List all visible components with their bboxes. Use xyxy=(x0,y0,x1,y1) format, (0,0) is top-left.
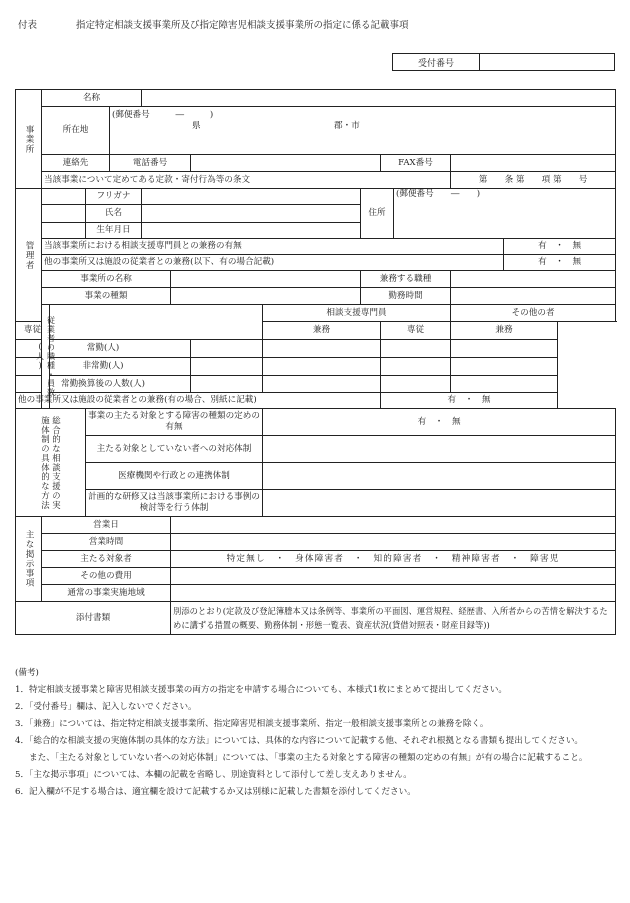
manager-specialist-yesno[interactable]: 有 ・ 無 xyxy=(504,239,616,255)
staff-cell[interactable] xyxy=(381,376,451,393)
manager-office-type-field[interactable] xyxy=(171,288,361,305)
notes-section xyxy=(15,666,620,799)
staff-cell[interactable] xyxy=(263,358,381,376)
staff-row-label: 非常勤(人) xyxy=(16,358,191,376)
method-nontarget-label: 主たる対象としていない者への対応体制 xyxy=(86,436,263,463)
staff-cell[interactable] xyxy=(263,376,381,393)
manager-birthdate-field[interactable] xyxy=(142,223,361,239)
manager-furigana-field[interactable] xyxy=(142,189,361,205)
postings-fees-label: その他の費用 xyxy=(42,568,171,585)
method-section-label: 総合的な相談支援の実施体制の具体的な方法 xyxy=(16,409,86,517)
bylaw-field[interactable]: 第 条 第 項 第 号 xyxy=(451,172,616,189)
staff-specialist-part-header: 兼務 xyxy=(263,322,381,340)
office-postal-line: (郵便番号 ― ) xyxy=(112,110,214,120)
postings-area-label: 通常の事業実施地域 xyxy=(42,585,171,602)
attachment-text: 別添のとおり(定款及び登記簿謄本又は条例等、事業所の平面図、運営規程、経歴書、入所者からの苦情を解決するために講ずる措置の概要、勤務体制・形態一覧表、資産状況(貸借対照表・財産目録等)) xyxy=(171,602,616,635)
receipt-number-field[interactable] xyxy=(480,54,615,71)
staff-section-label: 従業者の職種・員数(人) xyxy=(42,305,50,409)
staff-row-label: 常勤(人) xyxy=(16,340,191,358)
staff-cell[interactable] xyxy=(191,340,263,358)
staff-cell[interactable] xyxy=(381,358,451,376)
method-training-field[interactable] xyxy=(263,490,616,517)
method-target-type-label: 事業の主たる対象とする障害の種類の定めの有無 xyxy=(86,409,263,436)
staff-other-job-question: 他の事業所又は施設の従業者との兼務(有の場合、別紙に記載) xyxy=(16,393,381,409)
manager-hours-label: 勤務時間 xyxy=(361,288,451,305)
postings-hours-label: 営業時間 xyxy=(42,534,171,551)
note-item: 2．「受付番号」欄は、記入しないでください。 xyxy=(15,702,197,712)
office-address-label: 所在地 xyxy=(42,107,110,155)
method-medical-label: 医療機関や行政との連携体制 xyxy=(86,463,263,490)
manager-position-label: 兼務する職種 xyxy=(361,271,451,288)
staff-cell[interactable] xyxy=(263,340,381,358)
manager-section-label: 管理者 xyxy=(16,189,42,322)
manager-other-concurrent-question: 他の事業所又は施設の従業者との兼務(以下、有の場合記載) xyxy=(42,255,504,271)
staff-other-full-header: 専従 xyxy=(381,322,451,340)
staff-cell[interactable] xyxy=(451,376,558,393)
manager-name-label: 氏名 xyxy=(86,205,142,223)
form-header xyxy=(18,17,409,31)
staff-cell[interactable] xyxy=(191,358,263,376)
staff-other-header: その他の者 xyxy=(451,305,616,322)
staff-other-job-yesno[interactable]: 有 ・ 無 xyxy=(381,393,558,409)
office-fax-field[interactable] xyxy=(451,155,616,172)
note-item: 1．特定相談支援事業と障害児相談支援事業の両方の指定を申請する場合についても、本様式1枚にまとめて提出してください。 xyxy=(15,685,508,695)
office-contact-label: 連絡先 xyxy=(42,155,110,172)
form-label: 付表 xyxy=(18,20,38,31)
office-name-field[interactable] xyxy=(142,90,616,107)
manager-specialist-concurrent-question: 当該事業所における相談支援専門員との兼務の有無 xyxy=(42,239,504,255)
postings-days-field[interactable] xyxy=(171,517,616,534)
attachment-label: 添付書類 xyxy=(16,602,171,635)
receipt-number-box xyxy=(392,53,615,71)
postings-area-field[interactable] xyxy=(171,585,616,602)
postings-section-label: 主な掲示事項 xyxy=(16,517,42,602)
staff-specialist-header: 相談支援専門員 xyxy=(263,305,451,322)
bylaw-label: 当該事業について定めてある定款・寄付行為等の条文 xyxy=(42,172,451,189)
form-title: 指定特定相談支援事業所及び指定障害児相談支援事業所の指定に係る記載事項 xyxy=(76,20,409,31)
receipt-number-label: 受付番号 xyxy=(393,54,480,71)
office-fax-label: FAX番号 xyxy=(381,155,451,172)
manager-address-label: 住所 xyxy=(361,189,394,239)
office-tel-field[interactable] xyxy=(191,155,381,172)
postings-target-label: 主たる対象者 xyxy=(42,551,171,568)
manager-hours-field[interactable] xyxy=(451,288,616,305)
note-item-continuation: また、「主たる対象としていない者への対応体制」については、「事業の主たる対象とする障害の種類の定めの有無」が有の場合に記載すること。 xyxy=(29,753,588,763)
office-name-label: 名称 xyxy=(42,90,142,107)
postings-hours-field[interactable] xyxy=(171,534,616,551)
office-tel-label: 電話番号 xyxy=(110,155,191,172)
postings-target-options[interactable]: 特定無し ・ 身体障害者 ・ 知的障害者 ・ 精神障害者 ・ 障害児 xyxy=(171,551,616,568)
manager-furigana-label: フリガナ xyxy=(86,189,142,205)
postings-days-label: 営業日 xyxy=(42,517,171,534)
note-item: 5．「主な掲示事項」については、本欄の記載を省略し、別途資料として添付して差し支えありません。 xyxy=(15,770,412,780)
method-target-type-yesno[interactable]: 有 ・ 無 xyxy=(263,409,616,436)
staff-cell[interactable] xyxy=(451,358,558,376)
staff-other-part-header: 兼務 xyxy=(451,322,558,340)
manager-office-name-field[interactable] xyxy=(171,271,361,288)
note-item: 6．記入欄が不足する場合は、適宜欄を設けて記載するか又は別様に記載した書類を添付してください。 xyxy=(15,787,416,797)
office-city-label: 郡・市 xyxy=(334,121,360,131)
manager-office-type-label: 事業の種類 xyxy=(42,288,171,305)
manager-birthdate-label: 生年月日 xyxy=(86,223,142,239)
method-training-label: 計画的な研修又は当該事業所における事例の検討等を行う体制 xyxy=(86,490,263,517)
note-item: 4．「総合的な相談支援の実施体制の具体的な方法」については、具体的な内容について記載する他、それぞれ根拠となる書類も提出してください。 xyxy=(15,736,584,746)
method-medical-field[interactable] xyxy=(263,463,616,490)
office-pref-label: 県 xyxy=(192,121,201,131)
notes-title: (備考) xyxy=(15,668,39,678)
staff-cell[interactable] xyxy=(191,376,263,393)
staff-cell[interactable] xyxy=(381,340,451,358)
manager-position-field[interactable] xyxy=(451,271,616,288)
manager-office-name-label: 事業所の名称 xyxy=(42,271,171,288)
staff-cell[interactable] xyxy=(451,340,558,358)
staff-specialist-full-header: 専従 xyxy=(16,322,50,340)
manager-address-field[interactable] xyxy=(394,189,616,239)
application-form-table xyxy=(15,89,616,635)
manager-name-field[interactable] xyxy=(142,205,361,223)
method-nontarget-field[interactable] xyxy=(263,436,616,463)
staff-row-label: 常勤換算後の人数(人) xyxy=(16,376,191,393)
postings-fees-field[interactable] xyxy=(171,568,616,585)
office-address-field[interactable] xyxy=(110,107,616,155)
office-section-label: 事業所 xyxy=(16,90,42,189)
manager-other-yesno[interactable]: 有 ・ 無 xyxy=(504,255,616,271)
note-item: 3．「兼務」については、指定特定相談支援事業所、指定障害児相談支援事業所、指定一般相談支援事業所との兼務を除く。 xyxy=(15,719,489,729)
manager-postal-line: (郵便番号 ― ) xyxy=(396,189,481,199)
